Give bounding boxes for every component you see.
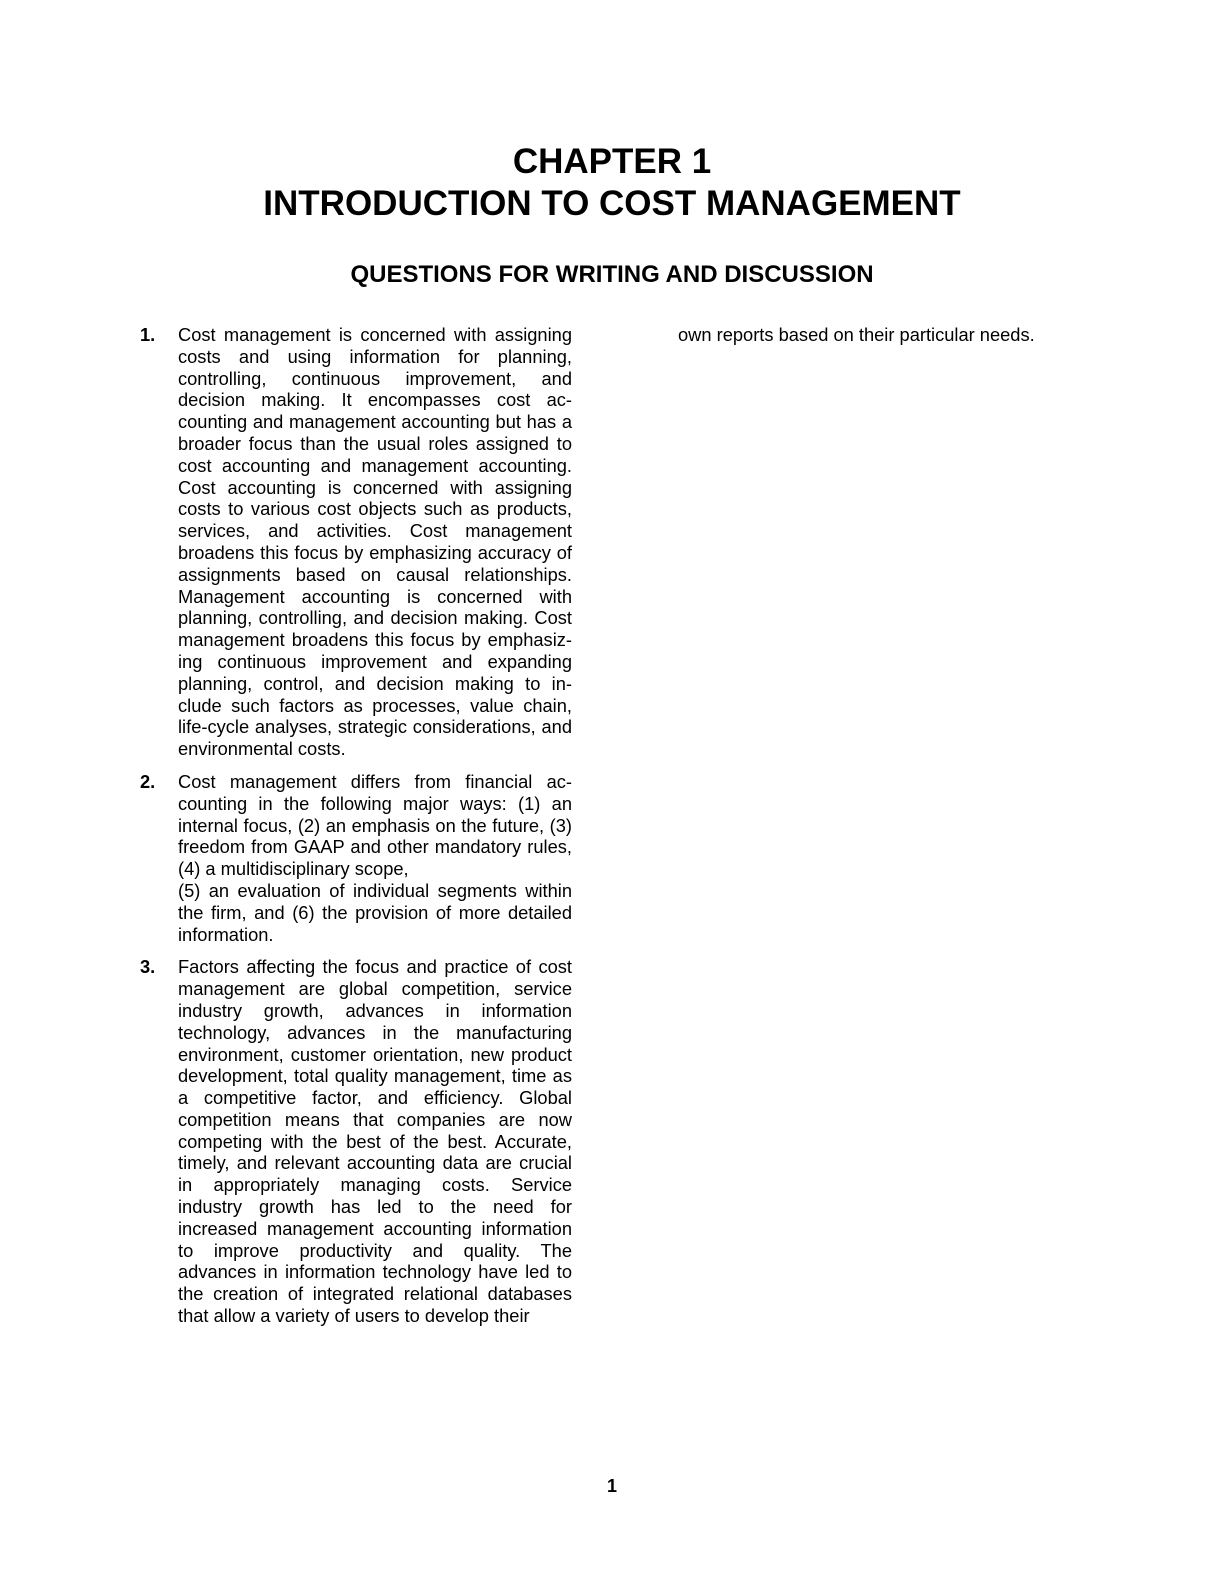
question-item (140, 324, 572, 760)
chapter-title (0, 141, 1224, 225)
chapter-name: INTRODUCTION TO COST MANAGEMENT (263, 184, 961, 223)
question-answer: Factors affecting the focus and practice of cost management are global competition, service industry growth, advances in information technology, advances in the manufacturing environment, customer orientation, new product development, total quality management, time as a competitive factor, and efficiency. Global competition means that companies are now competing with the best of the best. Accurate, timely, and relevant accounting data are crucial in appropriately managing costs. Service industry growth has led to the need for increased management accounting information to improve productivity and quality. The advances in information technology have led to the creation of integrated relational databases that allow a variety of users to develop their (178, 956, 572, 1327)
chapter-number: CHAPTER 1 (512, 142, 712, 181)
question-number: 3. (140, 956, 156, 978)
question-answer-continued: (5) an evaluation of individual segments within the firm, and (6) the provision of more detailed information. (178, 879, 572, 945)
question-number: 2. (140, 770, 156, 792)
question-answer: Cost management differs from financial accounting in the following major ways: (1) an internal focus, (2) an emphasis on the future, (3) freedom from GAAP and other mandatory rules, (4) a multidisciplinary scope, (178, 770, 572, 880)
page-number: 1 (606, 1476, 617, 1496)
question-item (140, 771, 572, 945)
section-heading: QUESTIONS FOR WRITING AND DISCUSSION (350, 261, 874, 288)
right-column-text: own reports based on their particular needs. (678, 324, 1035, 345)
question-number: 1. (140, 324, 156, 345)
left-column (140, 324, 572, 1338)
question-item (140, 956, 572, 1327)
question-answer: Cost management is concerned with assigning costs and using information for planning, controlling, continuous improvement, and decision making. It encompasses cost accounting and management accounting but has a broader focus than the usual roles assigned to cost accounting and management accounting. Cost accounting is concerned with assigning costs to various cost objects such as products, services, and activities. Cost management broadens this focus by emphasizing accuracy of assignments based on causal relationships. Management accounting is concerned with planning, controlling, and decision making. Cost management broadens this focus by emphasizing continuous improvement and expanding planning, control, and decision making to include such factors as processes, value chain, life-cycle analyses, strategic considerations, and environmental costs. (178, 324, 572, 760)
right-column (678, 324, 1110, 346)
